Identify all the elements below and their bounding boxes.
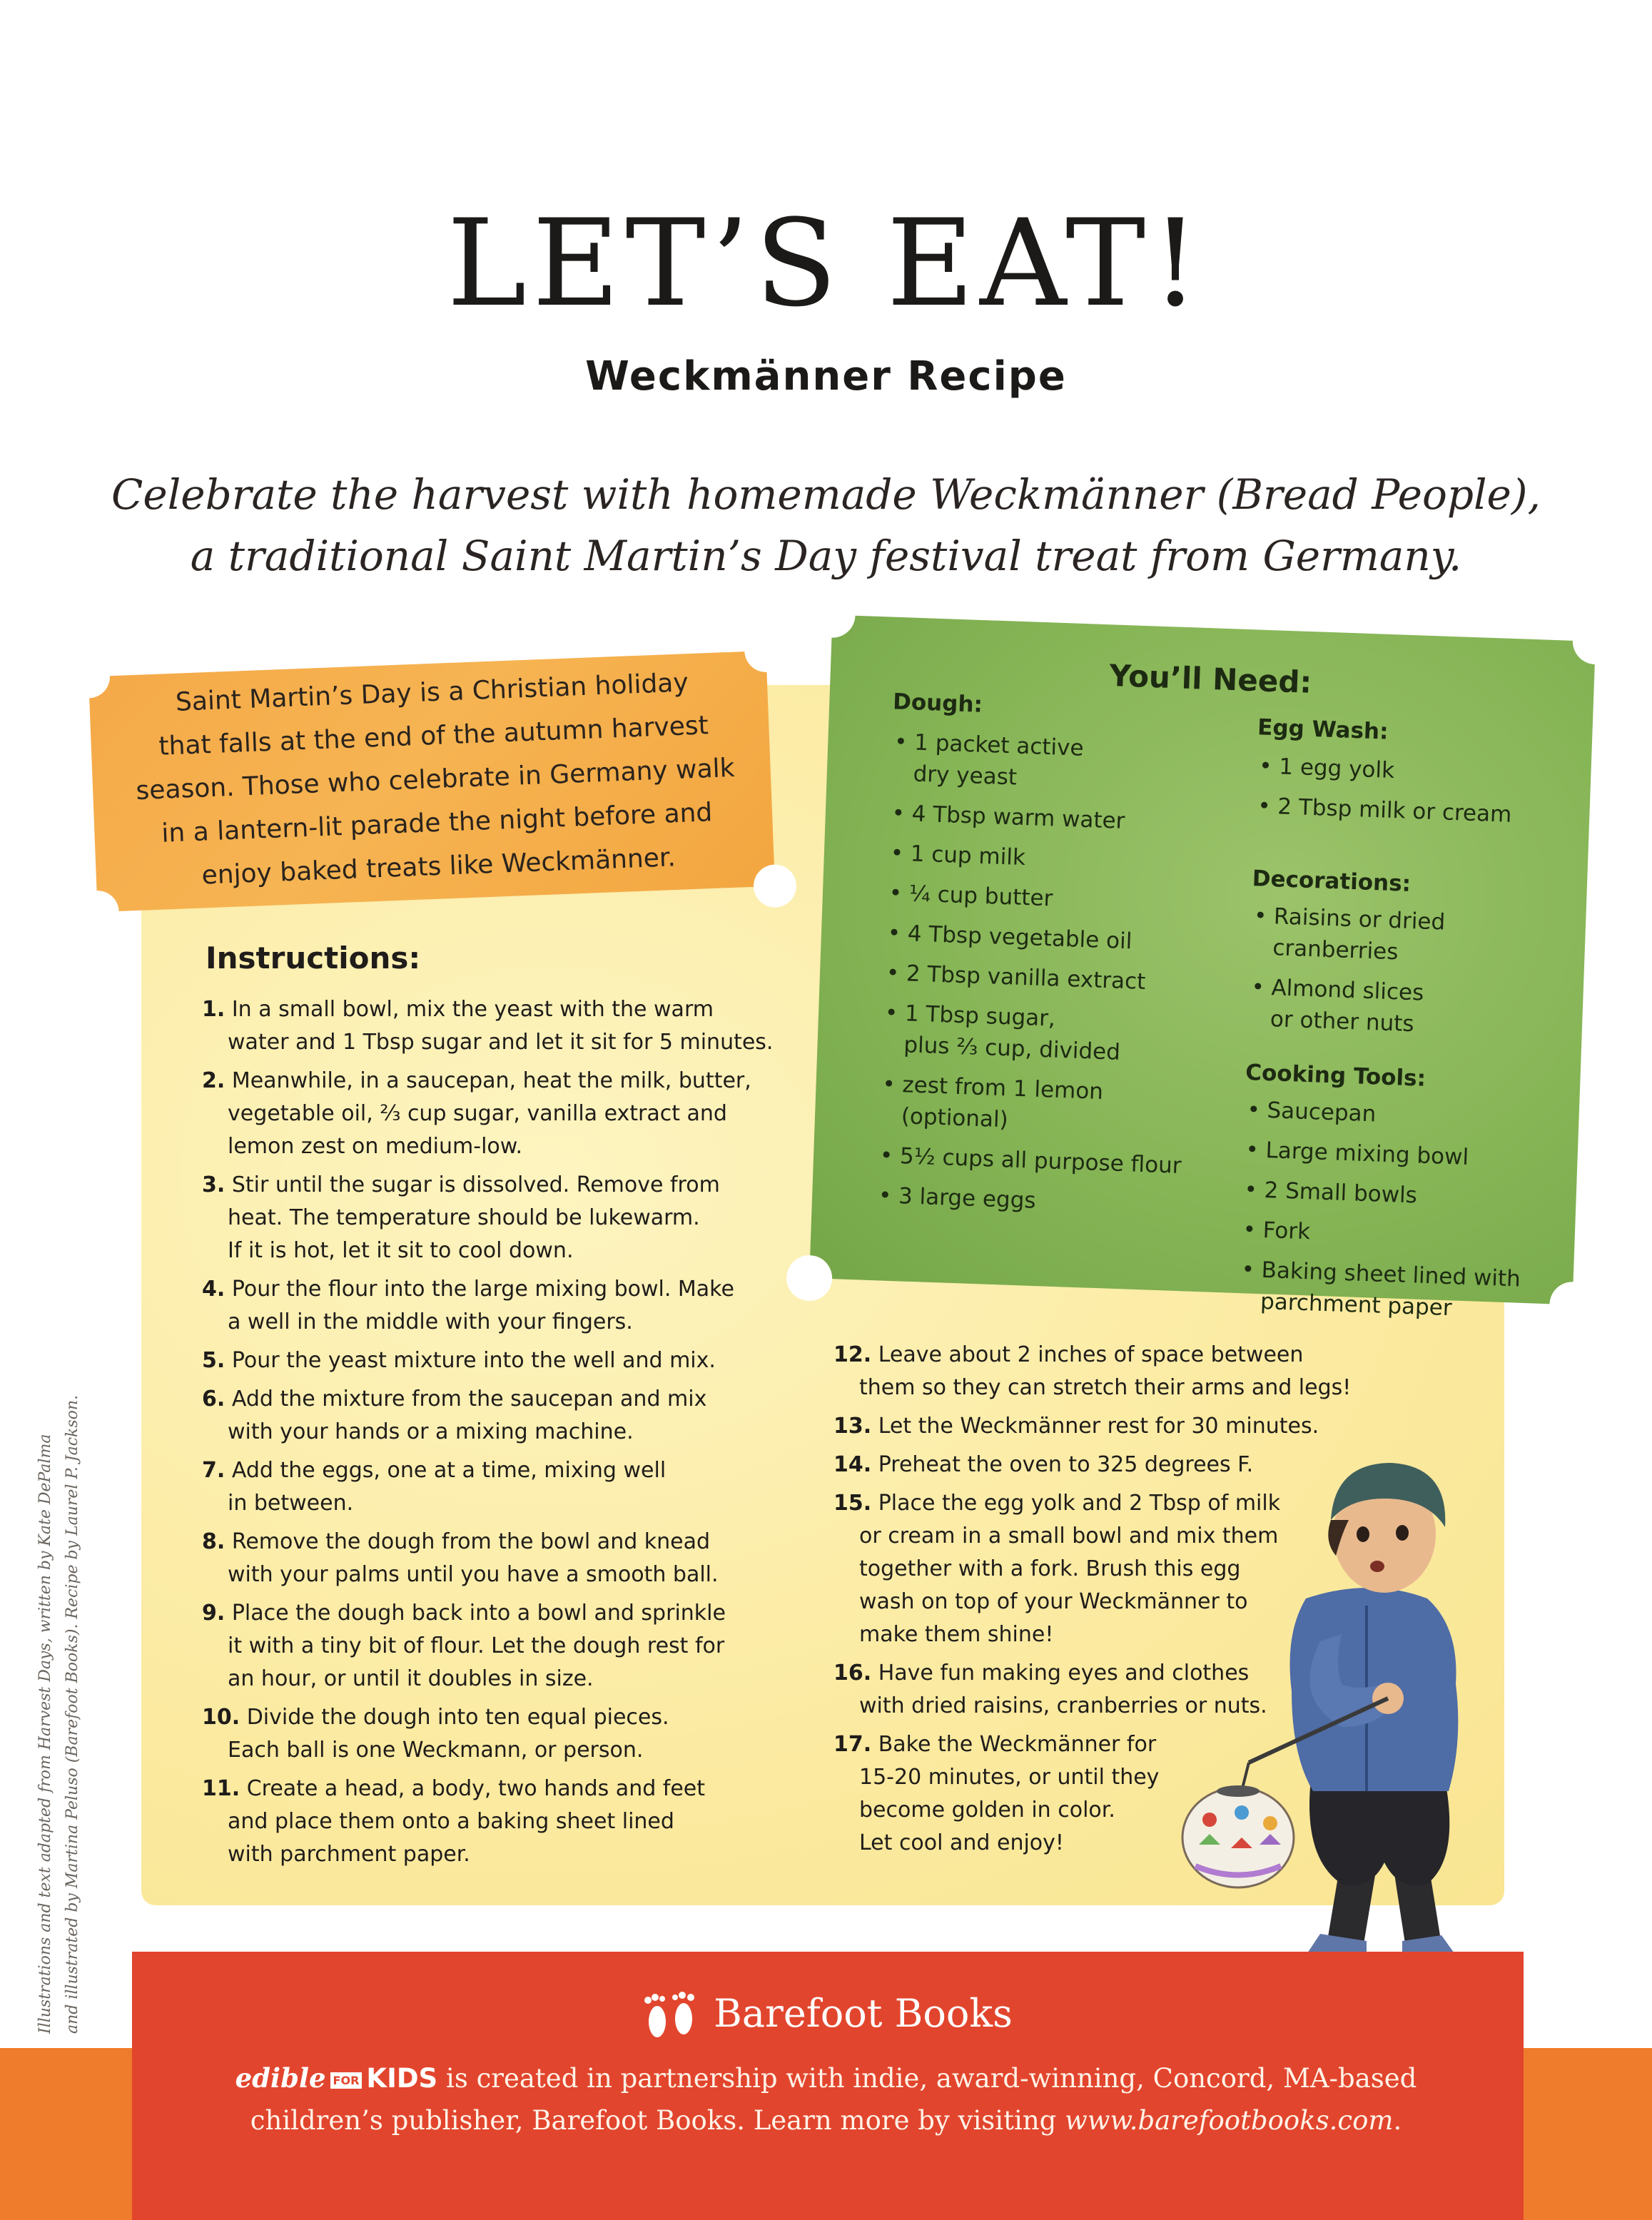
card-corner-notch [76,890,120,934]
step-number: 2. [202,1068,225,1093]
cooking-tools-heading: Cooking Tools: [1245,1059,1427,1092]
ingredient-item [1242,1134,1564,1177]
step-number: 16. [833,1661,872,1686]
step-text: Remove the dough from the bowl and knead [231,1529,711,1554]
ingredient-text: • Raisins or dried [1273,903,1446,936]
egg-wash-heading: Egg Wash: [1257,714,1389,745]
ingredient-text: • 2 Tbsp vanilla extract [906,961,1146,995]
about-line: Saint Martin’s Day is a Christian holiday [175,668,689,717]
step-number: 8. [202,1529,225,1554]
ingredient-text: • 4 Tbsp vegetable oil [907,921,1132,955]
step-text: Leave about 2 inches of space between [878,1342,1304,1367]
step-number: 12. [833,1342,872,1367]
ingredient-text: cranberries [1272,935,1399,965]
ingredient-text: (optional) [901,1103,1009,1133]
dough-heading: Dough: [892,689,983,718]
instruction-step [202,1773,830,1871]
step-text: Pour the yeast mixture into the well and mix. [231,1348,716,1373]
instruction-step [202,1065,830,1163]
step-line: Each ball is one Weckmann, or person. [228,1738,644,1763]
step-line [202,1454,830,1487]
card-corner-notch [809,592,856,639]
ingredient-item [883,957,1212,1000]
ingredient-text: • 5½ cups all purpose flour [899,1143,1182,1179]
step-text: Place the egg yolk and 2 Tbsp of milk [878,1491,1281,1516]
ingredient-text: • Baking sheet lined with [1261,1257,1521,1292]
step-line [202,1597,830,1630]
step-line: lemon zest on medium-low. [228,1134,523,1159]
ingredient-item [888,797,1217,840]
step-line: an hour, or until it doubles in size. [228,1666,594,1691]
decorations-heading: Decorations: [1252,866,1412,897]
ingredient-item [1256,750,1571,792]
step-line: heat. The temperature should be lukewarm. [228,1205,700,1230]
step-line: water and 1 Tbsp sugar and let it sit for 5 minutes. [228,1030,774,1055]
ingredient-item [875,1180,1204,1222]
ingredient-item [1244,1094,1566,1137]
step-line [833,1339,1426,1372]
about-line: in a lantern-lit parade the night before and [161,798,713,848]
step-text: Pour the flour into the large mixing bowl. Make [231,1277,734,1302]
decorations-list [1247,900,1566,1053]
intro-text [0,464,1652,587]
step-line: with your hands or a mixing machine. [228,1419,634,1444]
step-text: Stir until the sugar is dissolved. Remove from [231,1172,720,1197]
website-link[interactable]: www.barefootbooks.com [1065,2105,1394,2136]
card-corner-notch [1572,618,1619,665]
step-number: 14. [833,1452,872,1477]
ingredient-text: • 3 large eggs [898,1183,1037,1214]
footer-line-2-text: children’s publisher, Barefoot Books. Learn more by visiting [250,2105,1065,2136]
step-number: 13. [833,1414,872,1439]
step-line: become golden in color. [859,1798,1115,1823]
step-line [202,1701,830,1734]
footer-line-1-text: is created in partnership with indie, award-winning, Concord, MA-based [437,2063,1417,2094]
step-line [202,1169,830,1202]
page-subtitle: Weckmänner Recipe [585,353,1067,400]
ingredient-item [1255,790,1569,832]
logo-text: Barefoot Books [714,1991,1013,2036]
step-number: 17. [833,1732,872,1757]
step-text: Create a head, a body, two hands and feet [246,1776,706,1801]
step-number: 10. [202,1705,240,1730]
step-line: with dried raisins, cranberries or nuts. [859,1693,1267,1718]
step-line: in between. [228,1491,354,1516]
step-line: wash on top of your Weckmänner to [859,1589,1248,1614]
ingredient-text: • zest from 1 lemon [901,1072,1104,1105]
step-line: it with a tiny bit of flour. Let the dough rest for [228,1633,725,1658]
step-text: Add the mixture from the saucepan and mix [231,1387,707,1411]
step-text: Divide the dough into ten equal pieces. [246,1705,669,1730]
step-number: 3. [202,1172,225,1197]
ingredient-text: parchment paper [1260,1288,1453,1322]
step-line [833,1410,1426,1443]
step-number: 11. [202,1776,240,1801]
ingredient-text: plus ⅔ cup, divided [903,1032,1121,1065]
step-number: 6. [202,1387,225,1411]
step-number: 7. [202,1458,225,1483]
step-line [202,993,830,1026]
step-number: 9. [202,1601,225,1626]
ingredient-text: • ¼ cup butter [908,881,1053,912]
step-line [202,1526,830,1558]
kids-brand: KIDS [366,2063,438,2094]
footer-line-2 [0,2105,1652,2136]
ingredient-text: • 1 cup milk [910,841,1026,871]
ingredients-title: You’ll Need: [1108,657,1313,700]
instruction-step [202,1454,830,1520]
ingredient-item [1250,900,1566,973]
about-line: season. Those who celebrate in Germany walk [135,753,736,806]
step-line: vegetable oil, ⅔ cup sugar, vanilla extract and [228,1101,727,1126]
step-line: Let cool and enjoy! [859,1830,1064,1855]
about-line: that falls at the end of the autumn harvest [158,711,709,761]
footprints-icon [639,1992,704,2042]
ingredient-item [886,877,1215,920]
about-text [110,659,760,901]
ingredient-text: • 1 egg yolk [1278,754,1395,784]
step-number: 15. [833,1491,872,1516]
step-line: with parchment paper. [228,1842,470,1867]
ingredient-text: • Fork [1262,1217,1311,1245]
ingredient-item [887,837,1216,880]
illustration-credit [32,1392,86,2034]
instruction-steps-left [202,993,830,1877]
footer-line-1 [0,2062,1652,2094]
ingredient-text: • 1 Tbsp sugar, [904,1000,1056,1032]
ingredient-text: dry yeast [913,761,1018,791]
step-text: Have fun making eyes and clothes [878,1661,1250,1686]
step-text: Place the dough back into a bowl and sprinkle [231,1601,726,1626]
ingredient-text: • 2 Small bowls [1264,1177,1418,1209]
ingredient-text: or other nuts [1270,1006,1415,1038]
step-number: 4. [202,1277,225,1302]
ingredient-item [881,997,1211,1071]
instruction-step [202,1169,830,1267]
barefoot-books-logo [0,1991,1652,2042]
step-number: 1. [202,997,225,1022]
egg-wash-list [1254,750,1571,841]
edible-brand: edible [235,2062,326,2094]
step-line [202,1383,830,1416]
page-title: LET’S EAT! [447,193,1205,333]
ingredient-item [1237,1254,1560,1328]
ingredient-item [1240,1214,1561,1257]
card-corner-notch [66,654,111,699]
step-line: make them shine! [859,1622,1054,1647]
instruction-step [202,1383,830,1449]
step-line [202,1065,830,1098]
credit-line: Illustrations and text adapted from Harvest Days, written by Kate DePalma [36,1434,54,2034]
step-line: a well in the middle with your fingers. [228,1309,633,1334]
footer-line-2-end: . [1393,2105,1402,2136]
intro-line: a traditional Saint Martin’s Day festival treat from Germany. [190,532,1462,580]
ingredient-item [1247,971,1563,1045]
step-line: them so they can stretch their arms and legs! [859,1375,1352,1400]
intro-line: Celebrate the harvest with homemade Weckmänner (Bread People), [111,470,1541,519]
ingredient-item [884,917,1213,960]
step-line: If it is hot, let it sit to cool down. [228,1238,574,1263]
instruction-step [202,993,830,1059]
step-line: or cream in a small bowl and mix them [859,1524,1279,1549]
step-number: 5. [202,1348,225,1373]
step-line [202,1773,830,1805]
instruction-step [202,1597,830,1696]
step-text: Let the Weckmänner rest for 30 minutes. [878,1414,1319,1439]
step-text: Bake the Weckmänner for [878,1732,1157,1757]
step-text: Meanwhile, in a saucepan, heat the milk, butter, [231,1068,751,1093]
instruction-step [202,1701,830,1767]
ingredients-content [860,644,1596,1322]
ingredient-item [1241,1174,1563,1217]
ingredient-text: • 1 packet active [913,729,1085,761]
ingredient-text: • 2 Tbsp milk or cream [1277,794,1512,828]
step-line: with your palms until you have a smooth ball. [228,1562,719,1587]
instruction-step [833,1339,1426,1404]
ingredient-item [876,1140,1205,1182]
ingredient-text: • Large mixing bowl [1265,1137,1469,1170]
for-badge: FOR [330,2072,363,2089]
step-line: 15-20 minutes, or until they [859,1765,1160,1790]
step-line: and place them onto a baking sheet lined [228,1809,674,1834]
child-with-lantern-illustration [1127,1456,1513,1962]
instruction-step [202,1344,830,1377]
about-line: enjoy baked treats like Weckmänner. [201,843,676,891]
instruction-step [202,1273,830,1339]
step-text: In a small bowl, mix the yeast with the warm [231,997,714,1022]
step-line: together with a fork. Brush this egg [859,1556,1241,1581]
step-line [202,1273,830,1306]
ingredient-text: • Almond slices [1270,975,1424,1006]
cooking-tools-list [1237,1094,1566,1337]
credit-line: and illustrated by Martina Peluso (Barefoot Books). Recipe by Laurel P. Jackson. [64,1394,81,2034]
ingredient-text: • Saucepan [1266,1098,1377,1127]
ingredient-item [890,726,1220,800]
instruction-step [202,1526,830,1591]
step-text: Add the eggs, one at a time, mixing well [231,1458,667,1483]
instruction-step [833,1410,1426,1443]
instructions-heading: Instructions: [206,941,421,975]
ingredient-text: • 4 Tbsp warm water [911,801,1126,834]
dough-list [875,726,1220,1231]
step-text: Preheat the oven to 325 degrees F. [878,1452,1254,1477]
ingredient-item [878,1068,1208,1142]
step-line [202,1344,830,1377]
